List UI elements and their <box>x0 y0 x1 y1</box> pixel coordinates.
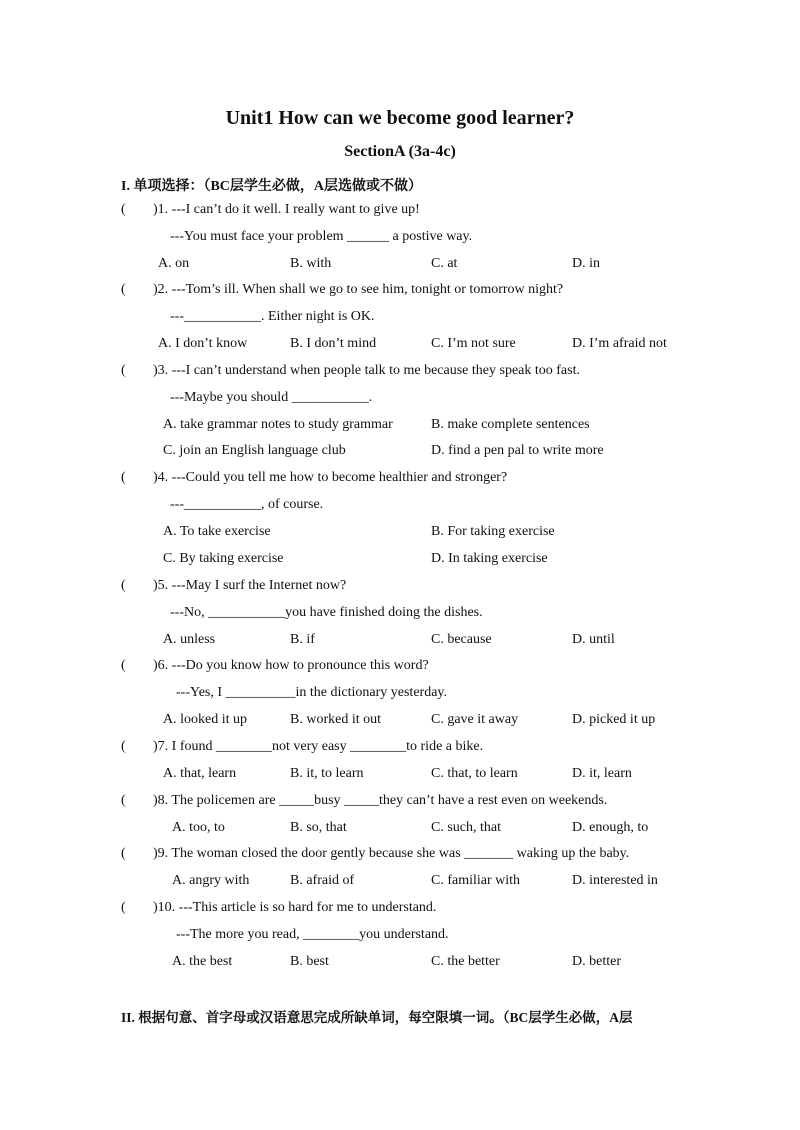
option-d: D. until <box>572 632 615 647</box>
option-d: D. in <box>572 256 600 271</box>
option-d: D. enough, to <box>572 820 649 835</box>
answer-paren: ( <box>121 282 126 297</box>
option-c: C. gave it away <box>431 712 519 727</box>
question-reply: ---You must face your problem ______ a postive way. <box>170 229 473 244</box>
section-heading-1: I. 单项选择：（BC层学生必做，A层选做或不做） <box>121 179 423 194</box>
question-stem: )6. ---Do you know how to pronounce this word? <box>153 658 429 673</box>
answer-paren: ( <box>121 900 126 915</box>
option-a: A. unless <box>163 632 216 647</box>
question-stem: )10. ---This article is so hard for me to understand. <box>153 900 437 915</box>
option-c: C. the better <box>431 954 500 969</box>
option-a: A. angry with <box>172 873 250 888</box>
option-c: C. that, to learn <box>431 766 518 781</box>
option-c: C. join an English language club <box>163 443 346 458</box>
question-stem: )3. ---I can’t understand when people talk to me because they speak too fast. <box>153 363 580 378</box>
option-a: A. that, learn <box>163 766 237 781</box>
worksheet-title: Unit1 How can we become good learner? <box>225 107 575 129</box>
answer-paren: ( <box>121 846 126 861</box>
option-b: B. best <box>290 954 329 969</box>
option-c: C. By taking exercise <box>163 551 284 566</box>
option-d: D. I’m afraid not <box>572 336 667 351</box>
option-d: D. In taking exercise <box>431 551 548 566</box>
option-a: A. take grammar notes to study grammar <box>163 417 393 432</box>
option-d: D. find a pen pal to write more <box>431 443 604 458</box>
answer-paren: ( <box>121 739 126 754</box>
option-d: D. better <box>572 954 621 969</box>
question-stem: )9. The woman closed the door gently because she was _______ waking up the baby. <box>153 846 630 861</box>
option-b: B. worked it out <box>290 712 381 727</box>
option-b: B. with <box>290 256 332 271</box>
option-d: D. it, learn <box>572 766 632 781</box>
question-stem: )7. I found ________not very easy ________to ride a bike. <box>153 739 484 754</box>
section-heading-2: II. 根据句意、首字母或汉语意思完成所缺单词，每空限填一词。（BC层学生必做，A层 <box>121 1010 633 1025</box>
option-c: C. such, that <box>431 820 501 835</box>
option-b: B. I don’t mind <box>290 336 377 351</box>
option-a: A. To take exercise <box>163 524 271 539</box>
option-a: A. looked it up <box>163 712 247 727</box>
question-stem: )4. ---Could you tell me how to become healthier and stronger? <box>153 470 508 485</box>
option-a: A. too, to <box>172 820 225 835</box>
option-c: C. because <box>431 632 492 647</box>
question-reply: ---No, ___________you have finished doing the dishes. <box>170 605 483 620</box>
option-c: C. familiar with <box>431 873 521 888</box>
question-reply: ---Maybe you should ___________. <box>170 390 373 405</box>
option-b: B. if <box>290 632 315 647</box>
option-b: B. so, that <box>290 820 347 835</box>
option-b: B. make complete sentences <box>431 417 590 432</box>
question-reply: ---___________, of course. <box>170 497 324 512</box>
question-stem: )5. ---May I surf the Internet now? <box>153 578 347 593</box>
answer-paren: ( <box>121 202 126 217</box>
question-stem: )1. ---I can’t do it well. I really want to give up! <box>153 202 420 217</box>
answer-paren: ( <box>121 363 126 378</box>
option-b: B. it, to learn <box>290 766 364 781</box>
question-stem: )8. The policemen are _____busy _____they can’t have a rest even on weekends. <box>153 793 608 808</box>
answer-paren: ( <box>121 793 126 808</box>
option-c: C. at <box>431 256 458 271</box>
answer-paren: ( <box>121 578 126 593</box>
worksheet-subtitle: SectionA (3a-4c) <box>344 143 456 160</box>
option-d: D. picked it up <box>572 712 656 727</box>
option-a: A. the best <box>172 954 233 969</box>
option-d: D. interested in <box>572 873 658 888</box>
question-reply: ---Yes, I __________in the dictionary yesterday. <box>176 685 448 700</box>
answer-paren: ( <box>121 470 126 485</box>
option-b: B. For taking exercise <box>431 524 555 539</box>
option-c: C. I’m not sure <box>431 336 516 351</box>
question-reply: ---The more you read, ________you understand. <box>176 927 449 942</box>
question-stem: )2. ---Tom’s ill. When shall we go to see him, tonight or tomorrow night? <box>153 282 564 297</box>
option-a: A. on <box>158 256 190 271</box>
question-reply: ---___________. Either night is OK. <box>170 309 375 324</box>
option-a: A. I don’t know <box>158 336 248 351</box>
option-b: B. afraid of <box>290 873 355 888</box>
answer-paren: ( <box>121 658 126 673</box>
